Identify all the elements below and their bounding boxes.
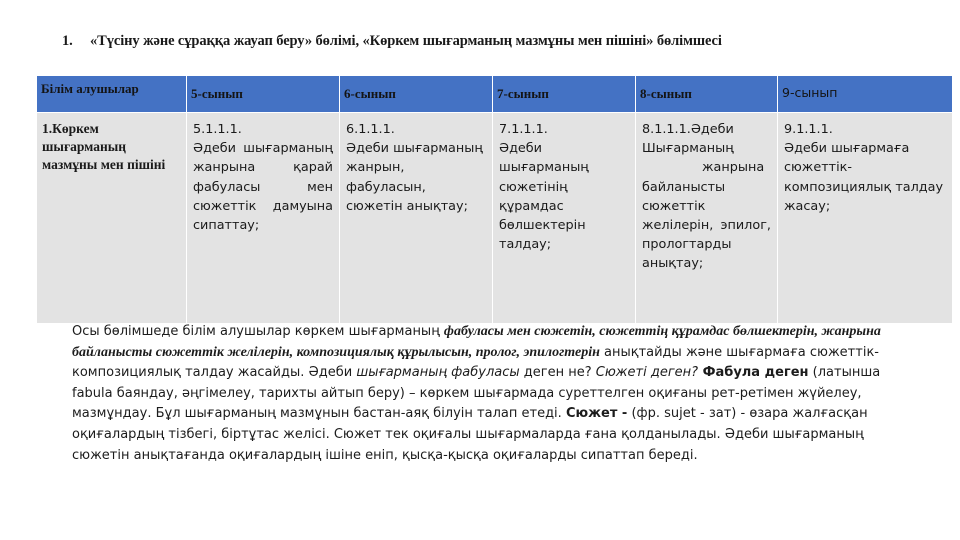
description-paragraph — [72, 322, 902, 466]
heading-text: «Түсіну және сұраққа жауап беру» бөлімі, «Көркем шығарманың мазмұны мен пішіні» бөлімшесі — [90, 33, 722, 49]
term-fabula: Фабула деген — [698, 365, 809, 381]
curriculum-table — [36, 75, 953, 324]
objective-code: 7.1.1.1. — [499, 122, 548, 137]
objective-text-end: жанрына байланысты сюжеттік желілерін, эпилог, прологтарды анықтау; — [642, 160, 771, 272]
cell-grade-9 — [778, 113, 953, 324]
objective-code: 5.1.1.1. — [193, 122, 242, 137]
cell-grade-5 — [187, 113, 340, 324]
objective-text-start: Әдеби Шығарманың — [642, 122, 734, 157]
paragraph-text: деген не? — [519, 365, 596, 381]
header-learners: Білім алушылар — [37, 76, 187, 113]
objective-text: Әдеби шығармаға сюжеттік-композициялық талдау жасау; — [784, 141, 944, 214]
paragraph-emphasis: фабуласы мен сюжетін, сюжеттің құрамдас бөлшектерін, жанрына байланысты сюжеттік желілерін, композициялық құрылысын, пролог, эпилогтерін — [72, 324, 881, 360]
objective-text: Әдеби шығарманың жанрын, фабуласын, сюжетін анықтау; — [346, 141, 483, 214]
row-label-text: 1.Көркем шығарманың мазмұны мен пішіні — [42, 121, 166, 172]
objective-text: Әдеби шығарманың жанрына қарай фабуласы мен сюжеттік дамуына сипаттау; — [193, 141, 333, 234]
objective-code: 9.1.1.1. — [784, 122, 833, 137]
header-grade-5: 5-сынып — [187, 76, 340, 113]
header-grade-8: 8-сынып — [636, 76, 778, 113]
section-heading — [62, 33, 942, 50]
header-grade-7: 7-сынып — [493, 76, 636, 113]
paragraph-text: (латынша fabula баяндау, әңгімелеу, тарихты айтып беру) – көркем шығармада суреттелген оқиғаны рет-ретімен жүйелеу, мазмұндау. Бұл шығарманың мазмұнын бастан-аяқ білуін талап етеді. — [72, 365, 881, 422]
paragraph-text: анықтайды және шығармаға сюжеттік-композициялық талдау жасайды. Әдеби — [72, 344, 879, 381]
cell-grade-6 — [340, 113, 493, 324]
table-header-row — [37, 76, 953, 113]
header-grade-6: 6-сынып — [340, 76, 493, 113]
term-sujet: Сюжет - — [565, 406, 628, 422]
header-grade-9: 9-сынып — [778, 76, 953, 113]
objective-code: 8.1.1.1. — [642, 122, 691, 137]
cell-grade-8 — [636, 113, 778, 324]
paragraph-text: Осы бөлімшеде білім алушылар көркем шығарманың — [72, 324, 444, 339]
paragraph-text: (фр. sujet - зат) - өзара жалғасқан оқиғалардың тізбегі, біртұтас желісі. Сюжет тек оқиғалы шығармаларда ғана қолданылады. Әдеби шығарманың сюжетін анықтағанда оқиғалардың ішіне еніп, қысқа-қысқа оқиғаларды сипаттап береді. — [72, 406, 868, 463]
objective-text: Әдеби шығарманың сюжетінің құрамдас бөлшектерін талдау; — [499, 141, 589, 253]
table-row — [37, 113, 953, 324]
heading-number: 1. — [62, 33, 73, 49]
paragraph-italic: шығарманың фабуласы — [356, 365, 520, 381]
cell-grade-7 — [493, 113, 636, 324]
objective-code: 6.1.1.1. — [346, 122, 395, 137]
row-label — [37, 113, 187, 324]
paragraph-italic: Сюжеті деген? — [595, 365, 699, 381]
